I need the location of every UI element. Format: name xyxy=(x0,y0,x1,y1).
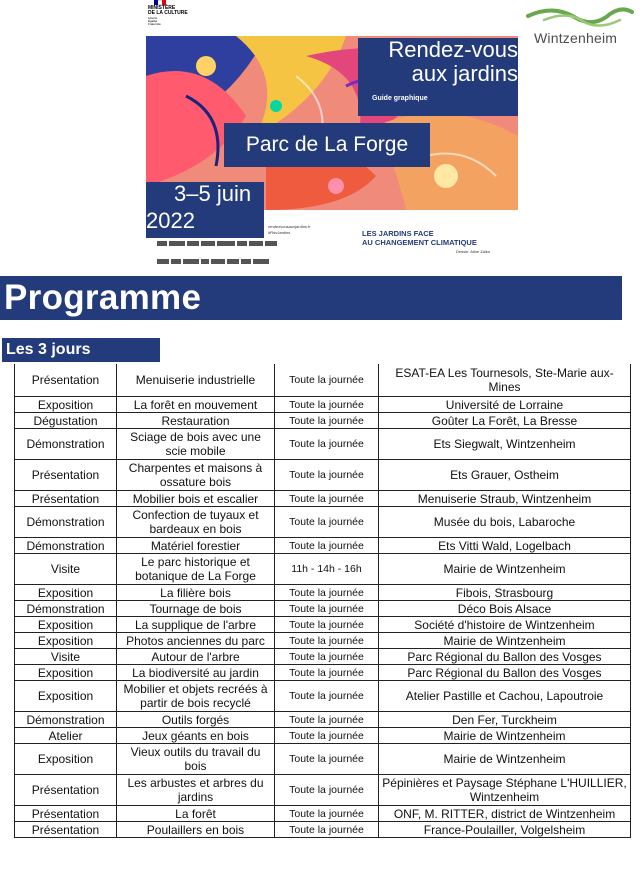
artist-credit: Dessin: Aline Zalko xyxy=(456,249,491,254)
programme-table xyxy=(14,364,631,838)
time-cell: Toute la journée xyxy=(275,712,379,728)
organizer-cell: Ets Siegwalt, Wintzenheim xyxy=(379,429,631,460)
time-cell: Toute la journée xyxy=(275,364,379,397)
time-cell: Toute la journée xyxy=(275,585,379,601)
table-row xyxy=(15,744,631,775)
type-cell: Visite xyxy=(15,649,117,665)
organizer-cell: Musée du bois, Labaroche xyxy=(379,507,631,538)
time-cell: Toute la journée xyxy=(275,617,379,633)
table-row xyxy=(15,413,631,429)
event-dates: 3–5 juin xyxy=(174,181,252,206)
time-cell: Toute la journée xyxy=(275,744,379,775)
organizer-cell: Den Fer, Turckheim xyxy=(379,712,631,728)
programme-title: Programme xyxy=(4,278,202,317)
theme-line-1: LES JARDINS FACE xyxy=(362,229,434,238)
time-cell: Toute la journée xyxy=(275,728,379,744)
event-poster xyxy=(146,36,518,210)
type-cell: Exposition xyxy=(15,585,117,601)
mountain-logo-icon xyxy=(524,2,636,30)
organizer-cell: Menuiserie Straub, Wintzenheim xyxy=(379,491,631,507)
activity-cell: Jeux géants en bois xyxy=(117,728,275,744)
activity-cell: Matériel forestier xyxy=(117,538,275,554)
event-subtitle: Guide graphique xyxy=(372,95,428,102)
activity-cell: Autour de l'arbre xyxy=(117,649,275,665)
organizer-cell: ONF, M. RITTER, district de Wintzenheim xyxy=(379,806,631,822)
table-row xyxy=(15,665,631,681)
activity-cell: Charpentes et maisons à ossature bois xyxy=(117,460,275,491)
ministry-motto: Liberté Égalité Fraternité xyxy=(148,16,161,26)
table-row xyxy=(15,633,631,649)
type-cell: Présentation xyxy=(15,460,117,491)
activity-cell: Le parc historique et botanique de La Forge xyxy=(117,554,275,585)
event-year: 2022 xyxy=(146,208,195,233)
type-cell: Exposition xyxy=(15,665,117,681)
table-row xyxy=(15,822,631,838)
table-row xyxy=(15,712,631,728)
activity-cell: Tournage de bois xyxy=(117,601,275,617)
type-cell: Dégustation xyxy=(15,413,117,429)
organizer-cell: Déco Bois Alsace xyxy=(379,601,631,617)
time-cell: Toute la journée xyxy=(275,491,379,507)
partner-logos xyxy=(156,240,296,256)
wintzenheim-logo xyxy=(524,2,636,48)
activity-cell: Restauration xyxy=(117,413,275,429)
event-title-line-2: aux jardins xyxy=(411,61,518,86)
activity-cell: Vieux outils du travail du bois xyxy=(117,744,275,775)
organizer-cell: Fibois, Strasbourg xyxy=(379,585,631,601)
time-cell: Toute la journée xyxy=(275,397,379,413)
event-theme xyxy=(362,229,477,247)
organizer-cell: Ets Vitti Wald, Logelbach xyxy=(379,538,631,554)
type-cell: Démonstration xyxy=(15,507,117,538)
table-row xyxy=(15,491,631,507)
time-cell: Toute la journée xyxy=(275,413,379,429)
activity-cell: Confection de tuyaux et bardeaux en bois xyxy=(117,507,275,538)
table-row xyxy=(15,460,631,491)
table-row xyxy=(15,538,631,554)
organizer-cell: Pépinières et Paysage Stéphane L'HUILLIER, Wintzenheim xyxy=(379,775,631,806)
time-cell: 11h - 14h - 16h xyxy=(275,554,379,585)
activity-cell: La filière bois xyxy=(117,585,275,601)
table-row xyxy=(15,775,631,806)
event-title xyxy=(360,38,518,86)
type-cell: Exposition xyxy=(15,397,117,413)
organizer-cell: Atelier Pastille et Cachou, Lapoutroie xyxy=(379,681,631,712)
website-info xyxy=(268,224,310,236)
time-cell: Toute la journée xyxy=(275,507,379,538)
activity-cell: La forêt xyxy=(117,806,275,822)
type-cell: Présentation xyxy=(15,364,117,397)
time-cell: Toute la journée xyxy=(275,665,379,681)
time-cell: Toute la journée xyxy=(275,538,379,554)
activity-cell: Sciage de bois avec une scie mobile xyxy=(117,429,275,460)
type-cell: Présentation xyxy=(15,806,117,822)
table-row xyxy=(15,554,631,585)
time-cell: Toute la journée xyxy=(275,601,379,617)
park-name: Parc de La Forge xyxy=(245,133,409,156)
table-row xyxy=(15,507,631,538)
activity-cell: Mobilier bois et escalier xyxy=(117,491,275,507)
organizer-cell: France-Poulailler, Volgelsheim xyxy=(379,822,631,838)
organizer-cell: ESAT-EA Les Tournesols, Ste-Marie aux-Mines xyxy=(379,364,631,397)
table-row xyxy=(15,364,631,397)
organizer-cell: Mairie de Wintzenheim xyxy=(379,633,631,649)
organizer-cell: Parc Régional du Ballon des Vosges xyxy=(379,665,631,681)
organizer-cell: Mairie de Wintzenheim xyxy=(379,728,631,744)
activity-cell: Mobilier et objets recréés à partir de bois recyclé xyxy=(117,681,275,712)
organizer-cell: Université de Lorraine xyxy=(379,397,631,413)
time-cell: Toute la journée xyxy=(275,633,379,649)
organizer-cell: Société d'histoire de Wintzenheim xyxy=(379,617,631,633)
programme-table-body xyxy=(15,364,631,838)
hashtag: #RdvJardins xyxy=(268,230,291,235)
table-row xyxy=(15,649,631,665)
type-cell: Exposition xyxy=(15,617,117,633)
organizer-cell: Ets Grauer, Ostheim xyxy=(379,460,631,491)
activity-cell: Menuiserie industrielle xyxy=(117,364,275,397)
organizer-cell: Mairie de Wintzenheim xyxy=(379,744,631,775)
type-cell: Démonstration xyxy=(15,429,117,460)
organizer-cell: Parc Régional du Ballon des Vosges xyxy=(379,649,631,665)
table-row xyxy=(15,397,631,413)
event-title-line-1: Rendez-vous xyxy=(388,37,518,62)
activity-cell: La supplique de l'arbre xyxy=(117,617,275,633)
organizer-cell: Goûter La Forêt, La Bresse xyxy=(379,413,631,429)
table-row xyxy=(15,681,631,712)
activity-cell: Poulaillers en bois xyxy=(117,822,275,838)
table-row xyxy=(15,429,631,460)
activity-cell: La biodiversité au jardin xyxy=(117,665,275,681)
type-cell: Exposition xyxy=(15,681,117,712)
town-name: Wintzenheim xyxy=(534,30,618,46)
type-cell: Atelier xyxy=(15,728,117,744)
type-cell: Visite xyxy=(15,554,117,585)
table-row xyxy=(15,617,631,633)
type-cell: Démonstration xyxy=(15,601,117,617)
time-cell: Toute la journée xyxy=(275,822,379,838)
table-row xyxy=(15,585,631,601)
time-cell: Toute la journée xyxy=(275,460,379,491)
website-url: rendezvousauxjardins.fr xyxy=(268,224,311,229)
table-row xyxy=(15,728,631,744)
type-cell: Exposition xyxy=(15,744,117,775)
time-cell: Toute la journée xyxy=(275,806,379,822)
section-title: Les 3 jours xyxy=(6,341,91,358)
activity-cell: Photos anciennes du parc xyxy=(117,633,275,649)
theme-line-2: AU CHANGEMENT CLIMATIQUE xyxy=(362,238,477,247)
type-cell: Présentation xyxy=(15,822,117,838)
time-cell: Toute la journée xyxy=(275,429,379,460)
ministry-name: MINISTÈRE DE LA CULTURE xyxy=(148,5,188,16)
type-cell: Démonstration xyxy=(15,538,117,554)
activity-cell: Outils forgés xyxy=(117,712,275,728)
ministry-logo xyxy=(146,0,206,30)
time-cell: Toute la journée xyxy=(275,649,379,665)
type-cell: Présentation xyxy=(15,491,117,507)
time-cell: Toute la journée xyxy=(275,775,379,806)
activity-cell: Les arbustes et arbres du jardins xyxy=(117,775,275,806)
organizer-cell: Mairie de Wintzenheim xyxy=(379,554,631,585)
type-cell: Démonstration xyxy=(15,712,117,728)
table-row xyxy=(15,601,631,617)
type-cell: Exposition xyxy=(15,633,117,649)
table-row xyxy=(15,806,631,822)
activity-cell: La forêt en mouvement xyxy=(117,397,275,413)
time-cell: Toute la journée xyxy=(275,681,379,712)
type-cell: Présentation xyxy=(15,775,117,806)
